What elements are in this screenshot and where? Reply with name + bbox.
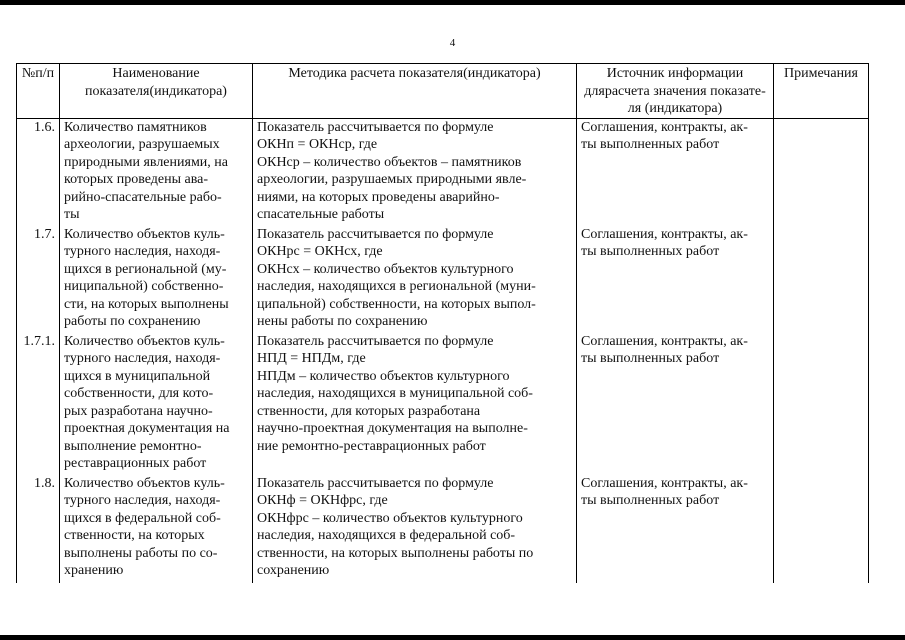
text-line: Наименование показателя	[85, 66, 200, 99]
text-line: Соглашения, контракты, ак-	[581, 333, 748, 349]
text-line: археологии, разрушаемых	[64, 137, 220, 152]
header-source	[577, 64, 774, 119]
text-line: Методика расчета показателя	[288, 66, 464, 81]
text-line: хранению	[64, 563, 124, 578]
text-line: ты выполненных работ	[581, 137, 720, 152]
text-line: Показатель рассчитывается по формуле	[257, 226, 494, 242]
text-line: ты выполненных работ	[581, 351, 720, 366]
table-row	[17, 226, 869, 333]
text-line: Количество памятников	[64, 119, 207, 135]
calculation-method-cell	[253, 475, 577, 583]
text-line: природными явлениями, на	[64, 154, 229, 170]
header-note	[774, 64, 869, 119]
text-line: №	[21, 66, 36, 81]
text-line: выполнены работы по со-	[64, 545, 218, 561]
text-line: Количество объектов куль-	[64, 226, 225, 242]
table-row	[17, 333, 869, 475]
page-top-border	[0, 0, 905, 5]
text-line: Количество объектов куль-	[64, 333, 225, 349]
text-line: ственности, для которых разработана	[257, 403, 481, 419]
text-line: ОКНсх – количество объектов культурного	[257, 261, 514, 277]
text-line: ниями, на которых проведены аварийно-	[257, 189, 500, 205]
indicator-name-cell	[60, 118, 253, 226]
text-line: ОКНрс = ОКНсх, где	[257, 244, 383, 259]
header-method	[253, 64, 577, 119]
text-line: рийно-спасательные рабо-	[64, 189, 222, 205]
page-bottom-border	[0, 635, 905, 640]
calculation-method-cell	[253, 118, 577, 226]
text-line: ственности, на которых	[64, 528, 205, 543]
table-header-row	[17, 64, 869, 119]
text-line: п/п	[35, 66, 55, 81]
page-number: 4	[449, 37, 456, 49]
header-name	[60, 64, 253, 119]
text-line: Соглашения, контракты, ак-	[581, 226, 748, 242]
text-line: Примечания	[783, 66, 858, 81]
text-line: собственности, для кото-	[64, 386, 214, 401]
calculation-method-cell	[253, 333, 577, 475]
text-line: ципальной) собственности, на которых выпол-	[257, 296, 536, 312]
text-line: щихся в муниципальной	[64, 368, 211, 384]
indicator-name-cell	[60, 475, 253, 583]
row-number: 1.7.	[17, 226, 60, 333]
note-cell	[774, 118, 869, 226]
text-line: (индикатора)	[149, 83, 227, 99]
text-line: Показатель рассчитывается по формуле	[257, 119, 494, 135]
text-line: ОКНср – количество объектов – памятников	[257, 154, 522, 170]
calculation-method-cell	[253, 226, 577, 333]
note-cell	[774, 226, 869, 333]
text-line: спасательные работы	[257, 207, 385, 222]
information-source-cell	[577, 333, 774, 475]
text-line: расчета значения показате-	[604, 83, 766, 99]
text-line: проектная документация на	[64, 421, 230, 436]
text-line: ты выполненных работ	[581, 244, 720, 259]
text-line: турного наследия, находя-	[64, 493, 221, 508]
text-line: ты выполненных работ	[581, 493, 720, 508]
text-line: реставрационных работ	[64, 456, 207, 471]
information-source-cell	[577, 226, 774, 333]
text-line: НПДм – количество объектов культурного	[257, 368, 510, 384]
text-line: Источник информации для	[584, 66, 744, 99]
text-line: выполнение ремонтно-	[64, 438, 202, 454]
text-line: научно-проектная документация на выполне-	[257, 421, 528, 436]
table-body	[17, 118, 869, 582]
text-line: археологии, разрушаемых природными явле-	[257, 172, 527, 187]
indicator-name-cell	[60, 226, 253, 333]
text-line: ние ремонтно-реставрационных работ	[257, 438, 486, 454]
text-line: которых проведены ава-	[64, 172, 209, 187]
text-line: наследия, находящихся в муниципальной соб-	[257, 386, 533, 401]
text-line: наследия, находящихся в региональной (муни-	[257, 279, 536, 294]
text-line: турного наследия, находя-	[64, 351, 221, 366]
text-line: щихся в федеральной соб-	[64, 510, 221, 526]
text-line: Показатель рассчитывается по формуле	[257, 333, 494, 349]
text-line: ОКНф = ОКНфрс, где	[257, 493, 388, 508]
text-line: сти, на которых выполнены	[64, 296, 229, 312]
row-number: 1.7.1.	[17, 333, 60, 475]
text-line: НПД = НПДм, где	[257, 351, 366, 366]
note-cell	[774, 333, 869, 475]
indicators-table	[16, 63, 869, 583]
text-line: работы по сохранению	[64, 314, 201, 329]
text-line: ОКНфрс – количество объектов культурного	[257, 510, 523, 526]
table-row	[17, 118, 869, 226]
row-number: 1.6.	[17, 118, 60, 226]
note-cell	[774, 475, 869, 583]
text-line: нены работы по сохранению	[257, 314, 428, 329]
text-line: ОКНп = ОКНср, где	[257, 137, 378, 152]
text-line: (индикатора)	[463, 66, 541, 81]
text-line: Количество объектов куль-	[64, 475, 225, 491]
text-line: Соглашения, контракты, ак-	[581, 475, 748, 491]
text-line: рых разработана научно-	[64, 403, 213, 419]
header-num	[17, 64, 60, 119]
row-number: 1.8.	[17, 475, 60, 583]
information-source-cell	[577, 475, 774, 583]
information-source-cell	[577, 118, 774, 226]
text-line: ты	[64, 207, 80, 222]
text-line: Показатель рассчитывается по формуле	[257, 475, 494, 491]
text-line: ниципальной) собственно-	[64, 279, 224, 294]
text-line: ственности, на которых выполнены работы по	[257, 545, 534, 561]
text-line: щихся в региональной (му-	[64, 261, 227, 277]
text-line: турного наследия, находя-	[64, 244, 221, 259]
table-row	[17, 475, 869, 583]
text-line: Соглашения, контракты, ак-	[581, 119, 748, 135]
text-line: наследия, находящихся в федеральной соб-	[257, 528, 516, 543]
text-line: ля (индикатора)	[627, 101, 723, 116]
indicator-name-cell	[60, 333, 253, 475]
text-line: сохранению	[257, 563, 330, 578]
